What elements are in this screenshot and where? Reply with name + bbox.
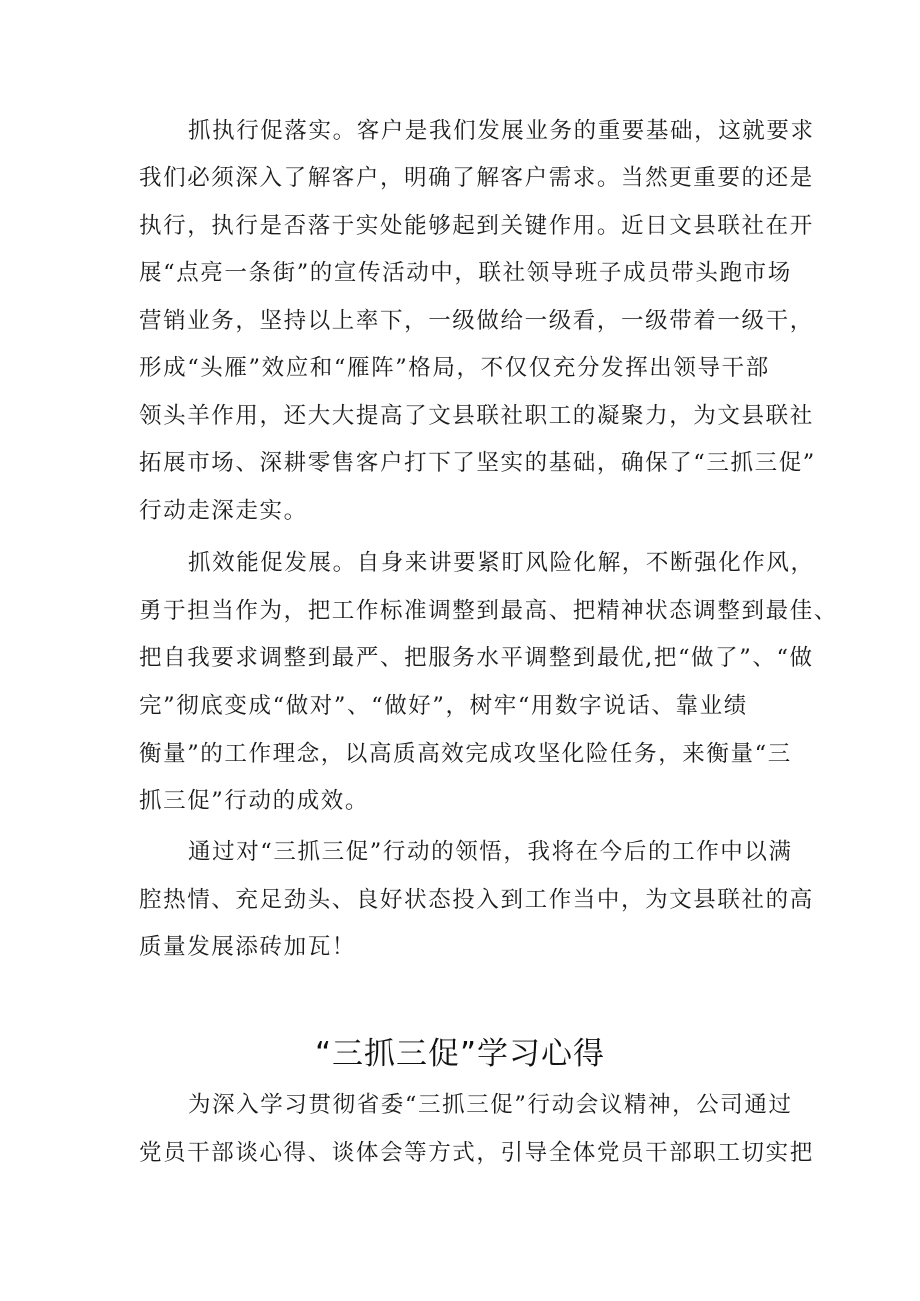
text-line: 我们必须深入了解客户，明确了解客户需求。当然更重要的还是 bbox=[139, 165, 814, 191]
text-line: 通过对“三抓三促”行动的领悟，我将在今后的工作中以满 bbox=[188, 839, 793, 865]
text-line: 行动走深走实。 bbox=[139, 498, 308, 524]
text-line: 为深入学习贯彻省委“三抓三促”行动会议精神，公司通过 bbox=[188, 1092, 793, 1118]
section-title: “三抓三促”学习心得 bbox=[314, 1036, 606, 1072]
text-line: 完”彻底变成“做对”、“做好”，树牢“用数字说话、靠业绩 bbox=[139, 693, 748, 719]
text-line: 抓三促”行动的成效。 bbox=[139, 788, 370, 814]
text-line: 展“点亮一条街”的宣传活动中，联社领导班子成员带头跑市场 bbox=[139, 260, 792, 286]
text-line: 拓展市场、深耕零售客户打下了坚实的基础，确保了“三抓三促” bbox=[139, 450, 816, 476]
text-line: 质量发展添砖加瓦！ bbox=[139, 934, 356, 960]
text-line: 执行，执行是否落于实处能够起到关键作用。近日文县联社在开 bbox=[139, 213, 814, 239]
text-line: 领头羊作用，还大大提高了文县联社职工的凝聚力，为文县联社 bbox=[139, 403, 814, 429]
text-line: 形成“头雁”效应和“雁阵”格局，不仅仅充分发挥出领导干部 bbox=[139, 355, 770, 381]
text-line: 抓效能促发展。自身来讲要紧盯风险化解，不断强化作风， bbox=[188, 550, 815, 576]
text-line: 抓执行促落实。客户是我们发展业务的重要基础，这就要求 bbox=[188, 118, 815, 144]
text-line: 勇于担当作为，把工作标准调整到最高、把精神状态调整到最佳、 bbox=[139, 598, 838, 624]
text-line: 党员干部谈心得、谈体会等方式，引导全体党员干部职工切实把 bbox=[139, 1140, 814, 1166]
text-line: 衡量”的工作理念，以高质高效完成攻坚化险任务，来衡量“三 bbox=[139, 741, 792, 767]
text-line: 营销业务，坚持以上率下，一级做给一级看，一级带着一级干， bbox=[139, 308, 814, 334]
text-line: 腔热情、充足劲头、良好状态投入到工作当中，为文县联社的高 bbox=[139, 887, 814, 913]
text-line: 把自我要求调整到最严、把服务水平调整到最优,把“做了”、“做 bbox=[139, 645, 814, 671]
